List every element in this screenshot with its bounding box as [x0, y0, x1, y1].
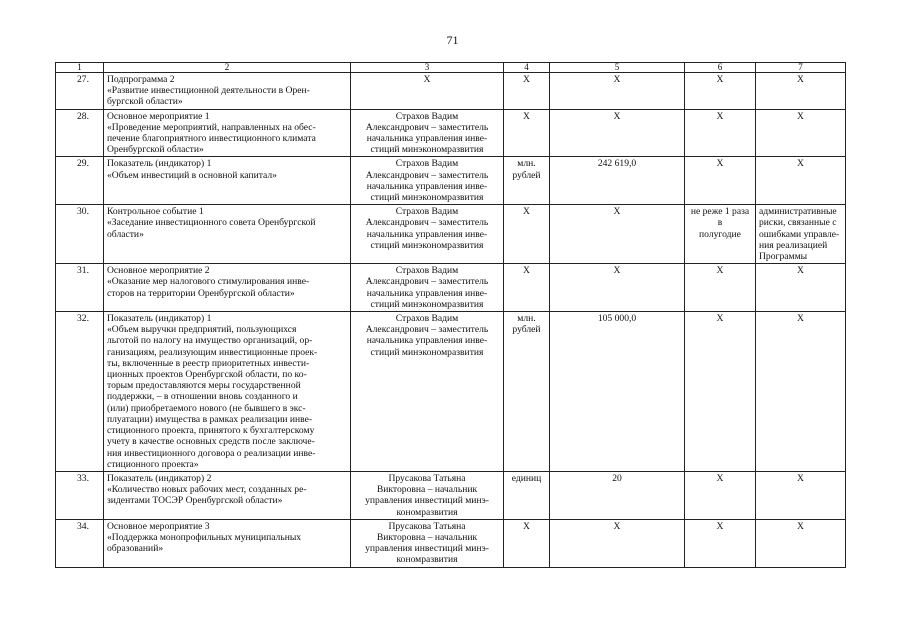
unit-cell: Х [504, 205, 550, 264]
activity-name-cell: Подпрограмма 2 «Развитие инвестиционной деятельности в Орен- бургской области» [104, 73, 351, 110]
indicator-value-cell: 105 000,0 [550, 312, 685, 472]
risk-cell: административные риски, связанные с ошибками управле- ния реализацией Программы [756, 205, 846, 264]
activity-name-cell: Показатель (индикатор) 2 «Количество новых рабочих мест, созданных ре- зидентами ТОСЭР Оренбургской области» [104, 471, 351, 519]
table-row [56, 73, 846, 110]
responsible-person-cell: Страхов Вадим Александрович – заместитель начальника управления инве- стиций минэкономразвития [351, 157, 504, 205]
program-plan-table [55, 62, 846, 568]
column-header: 3 [351, 63, 504, 73]
responsible-person-cell: Страхов Вадим Александрович – заместитель начальника управления инве- стиций минэкономразвития [351, 264, 504, 312]
row-number-cell: 28. [56, 109, 104, 157]
risk-cell: Х [756, 157, 846, 205]
term-cell: Х [685, 519, 756, 567]
column-header: 7 [756, 63, 846, 73]
activity-name-cell: Показатель (индикатор) 1 «Объем выручки предприятий, пользующихся льготой по налогу на имущество организаций, ор- ганизациям, реализующим инвестиционные проек- ты, включенные в реестр приоритетных инвести- ционных проектов Оренбургской области, по ко- торым предоставляются меры государственной поддержки, – в отношении вновь созданного и (или) приобретаемого нового (не бывшего в экс- плуатации) имущества в рамках реализации инве- стиционного проекта, принятого к бухгалтерскому учету в качестве основных средств после заключе- ния инвестиционного договора о реализации инве- стиционного проекта» [104, 312, 351, 472]
term-cell: Х [685, 312, 756, 472]
unit-cell: Х [504, 264, 550, 312]
unit-cell: единиц [504, 471, 550, 519]
indicator-value-cell: Х [550, 264, 685, 312]
responsible-person-cell: Страхов Вадим Александрович – заместитель начальника управления инве- стиций минэкономразвития [351, 312, 504, 472]
indicator-value-cell: 242 619,0 [550, 157, 685, 205]
term-cell: Х [685, 264, 756, 312]
term-cell: не реже 1 раза в полугодие [685, 205, 756, 264]
row-number-cell: 30. [56, 205, 104, 264]
column-header: 1 [56, 63, 104, 73]
term-cell: Х [685, 157, 756, 205]
activity-name-cell: Основное мероприятие 1 «Проведение мероприятий, направленных на обес- печение благоприятного инвестиционного климата Оренбургской области» [104, 109, 351, 157]
table-row [56, 205, 846, 264]
activity-name-cell: Показатель (индикатор) 1 «Объем инвестиций в основной капитал» [104, 157, 351, 205]
table-row [56, 471, 846, 519]
term-cell: Х [685, 109, 756, 157]
responsible-person-cell: Х [351, 73, 504, 110]
responsible-person-cell: Страхов Вадим Александрович – заместитель начальника управления инве- стиций минэкономразвития [351, 205, 504, 264]
responsible-person-cell: Прусакова Татьяна Викторовна – начальник управления инвестиций минэ- кономразвития [351, 519, 504, 567]
column-header: 4 [504, 63, 550, 73]
row-number-cell: 29. [56, 157, 104, 205]
unit-cell: Х [504, 109, 550, 157]
risk-cell: Х [756, 73, 846, 110]
unit-cell: Х [504, 519, 550, 567]
responsible-person-cell: Прусакова Татьяна Викторовна – начальник управления инвестиций минэ- кономразвития [351, 471, 504, 519]
risk-cell: Х [756, 264, 846, 312]
risk-cell: Х [756, 471, 846, 519]
column-number-row [56, 63, 846, 73]
indicator-value-cell: Х [550, 519, 685, 567]
row-number-cell: 32. [56, 312, 104, 472]
risk-cell: Х [756, 109, 846, 157]
column-header: 6 [685, 63, 756, 73]
indicator-value-cell: Х [550, 205, 685, 264]
unit-cell: млн. рублей [504, 157, 550, 205]
responsible-person-cell: Страхов Вадим Александрович – заместитель начальника управления инве- стиций минэкономразвития [351, 109, 504, 157]
page-number: 71 [446, 33, 459, 47]
table-row [56, 264, 846, 312]
unit-cell: Х [504, 73, 550, 110]
row-number-cell: 27. [56, 73, 104, 110]
term-cell: Х [685, 73, 756, 110]
row-number-cell: 34. [56, 519, 104, 567]
risk-cell: Х [756, 519, 846, 567]
indicator-value-cell: 20 [550, 471, 685, 519]
table-row [56, 109, 846, 157]
unit-cell: млн. рублей [504, 312, 550, 472]
indicator-value-cell: Х [550, 73, 685, 110]
column-header: 2 [104, 63, 351, 73]
term-cell: Х [685, 471, 756, 519]
row-number-cell: 31. [56, 264, 104, 312]
activity-name-cell: Основное мероприятие 3 «Поддержка монопрофильных муниципальных образований» [104, 519, 351, 567]
row-number-cell: 33. [56, 471, 104, 519]
activity-name-cell: Контрольное событие 1 «Заседание инвестиционного совета Оренбургской области» [104, 205, 351, 264]
table-row [56, 312, 846, 472]
risk-cell: Х [756, 312, 846, 472]
table-row [56, 157, 846, 205]
table-row [56, 519, 846, 567]
indicator-value-cell: Х [550, 109, 685, 157]
column-header: 5 [550, 63, 685, 73]
activity-name-cell: Основное мероприятие 2 «Оказание мер налогового стимулирования инве- сторов на территории Оренбургской области» [104, 264, 351, 312]
